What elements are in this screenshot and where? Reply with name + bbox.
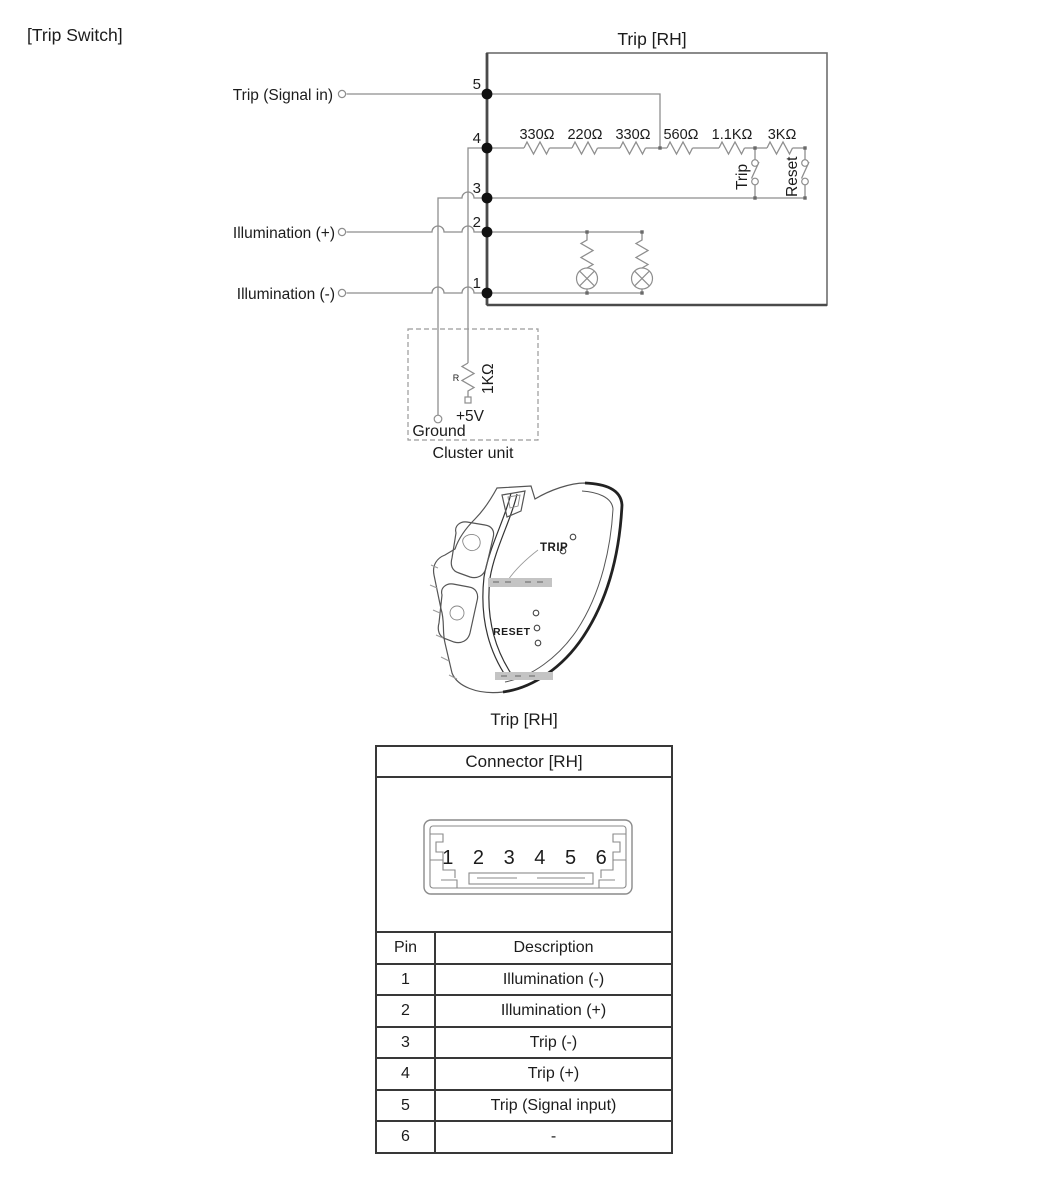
resistor-ref: R <box>452 373 460 383</box>
ground-terminal <box>434 415 442 423</box>
pin-cell: 2 <box>377 996 436 1026</box>
supply-label: +5V <box>455 408 485 425</box>
pin-column-header: Pin <box>377 933 436 963</box>
junction-markers <box>585 146 806 294</box>
desc-cell: Trip (+) <box>527 1065 580 1082</box>
table-row <box>377 1059 671 1091</box>
table-row <box>377 996 671 1028</box>
pin-table-header-row <box>377 933 671 965</box>
trip-switch-box <box>487 53 827 305</box>
pin-number-4: 4 <box>472 130 481 147</box>
pin-number-2: 2 <box>472 214 481 231</box>
terminal-signal <box>338 90 345 97</box>
resistor-label-4: 1.1KΩ <box>711 127 753 143</box>
external-wires <box>347 94 488 415</box>
lamp-symbols <box>577 268 653 289</box>
switch-illustration <box>425 475 640 700</box>
connector-table <box>375 745 673 1154</box>
circuit-title: Trip [RH] <box>617 29 687 49</box>
resistor-label-5: 3KΩ <box>767 127 797 143</box>
table-row <box>377 1091 671 1123</box>
label-illum-neg: Illumination (-) <box>236 286 335 303</box>
pin-cell: 5 <box>377 1091 436 1121</box>
desc-cell: Illumination (+) <box>500 1002 607 1019</box>
cluster-resistor-label: 1KΩ <box>480 363 497 394</box>
terminal-illum-pos <box>338 228 345 235</box>
table-row <box>377 965 671 997</box>
circuit-schematic <box>0 0 1051 470</box>
label-signal: Trip (Signal in) <box>232 87 333 104</box>
terminal-circles <box>338 90 345 296</box>
switch-label-trip: Trip <box>734 163 751 190</box>
resistor-label-1: 220Ω <box>567 127 603 143</box>
pin-number-3: 3 <box>472 180 481 197</box>
desc-column-header: Description <box>513 939 594 956</box>
connector-drawing <box>377 778 671 931</box>
cluster-unit-label: Cluster unit <box>432 445 514 462</box>
terminal-illum-neg <box>338 289 345 296</box>
pin-cell: 3 <box>377 1028 436 1058</box>
pin-cell: 6 <box>377 1122 436 1152</box>
pin-cell: 1 <box>377 965 436 995</box>
pin-number-5: 5 <box>472 76 481 93</box>
desc-cell: Trip (Signal input) <box>490 1096 617 1114</box>
label-illum-pos: Illumination (+) <box>232 225 335 242</box>
connector-drawing-cell <box>377 778 671 933</box>
connector-table-header: Connector [RH] <box>377 747 671 778</box>
resistor-label-0: 330Ω <box>519 127 555 143</box>
ground-label: Ground <box>412 423 466 440</box>
connector-pin-numbers: 1 2 3 4 5 6 <box>442 847 614 869</box>
switch-right-edge <box>503 483 622 692</box>
pin-number-1: 1 <box>472 275 481 292</box>
switch-label-reset: Reset <box>784 156 801 197</box>
resistor-label-3: 560Ω <box>663 127 699 143</box>
connector-caption: Trip [RH] <box>490 710 558 729</box>
desc-cell: Illumination (-) <box>502 970 605 988</box>
desc-cell: - <box>550 1128 557 1145</box>
supply-terminal <box>465 397 471 403</box>
trip-button-label: TRIP <box>540 542 569 554</box>
table-row <box>377 1028 671 1060</box>
reset-button-label: RESET <box>493 626 531 638</box>
desc-cell: Trip (-) <box>529 1033 578 1051</box>
switch-outline <box>434 483 622 693</box>
resistor-label-2: 330Ω <box>615 127 651 143</box>
page-tag: [Trip Switch] <box>27 25 123 45</box>
table-row <box>377 1122 671 1152</box>
pin-cell: 4 <box>377 1059 436 1089</box>
